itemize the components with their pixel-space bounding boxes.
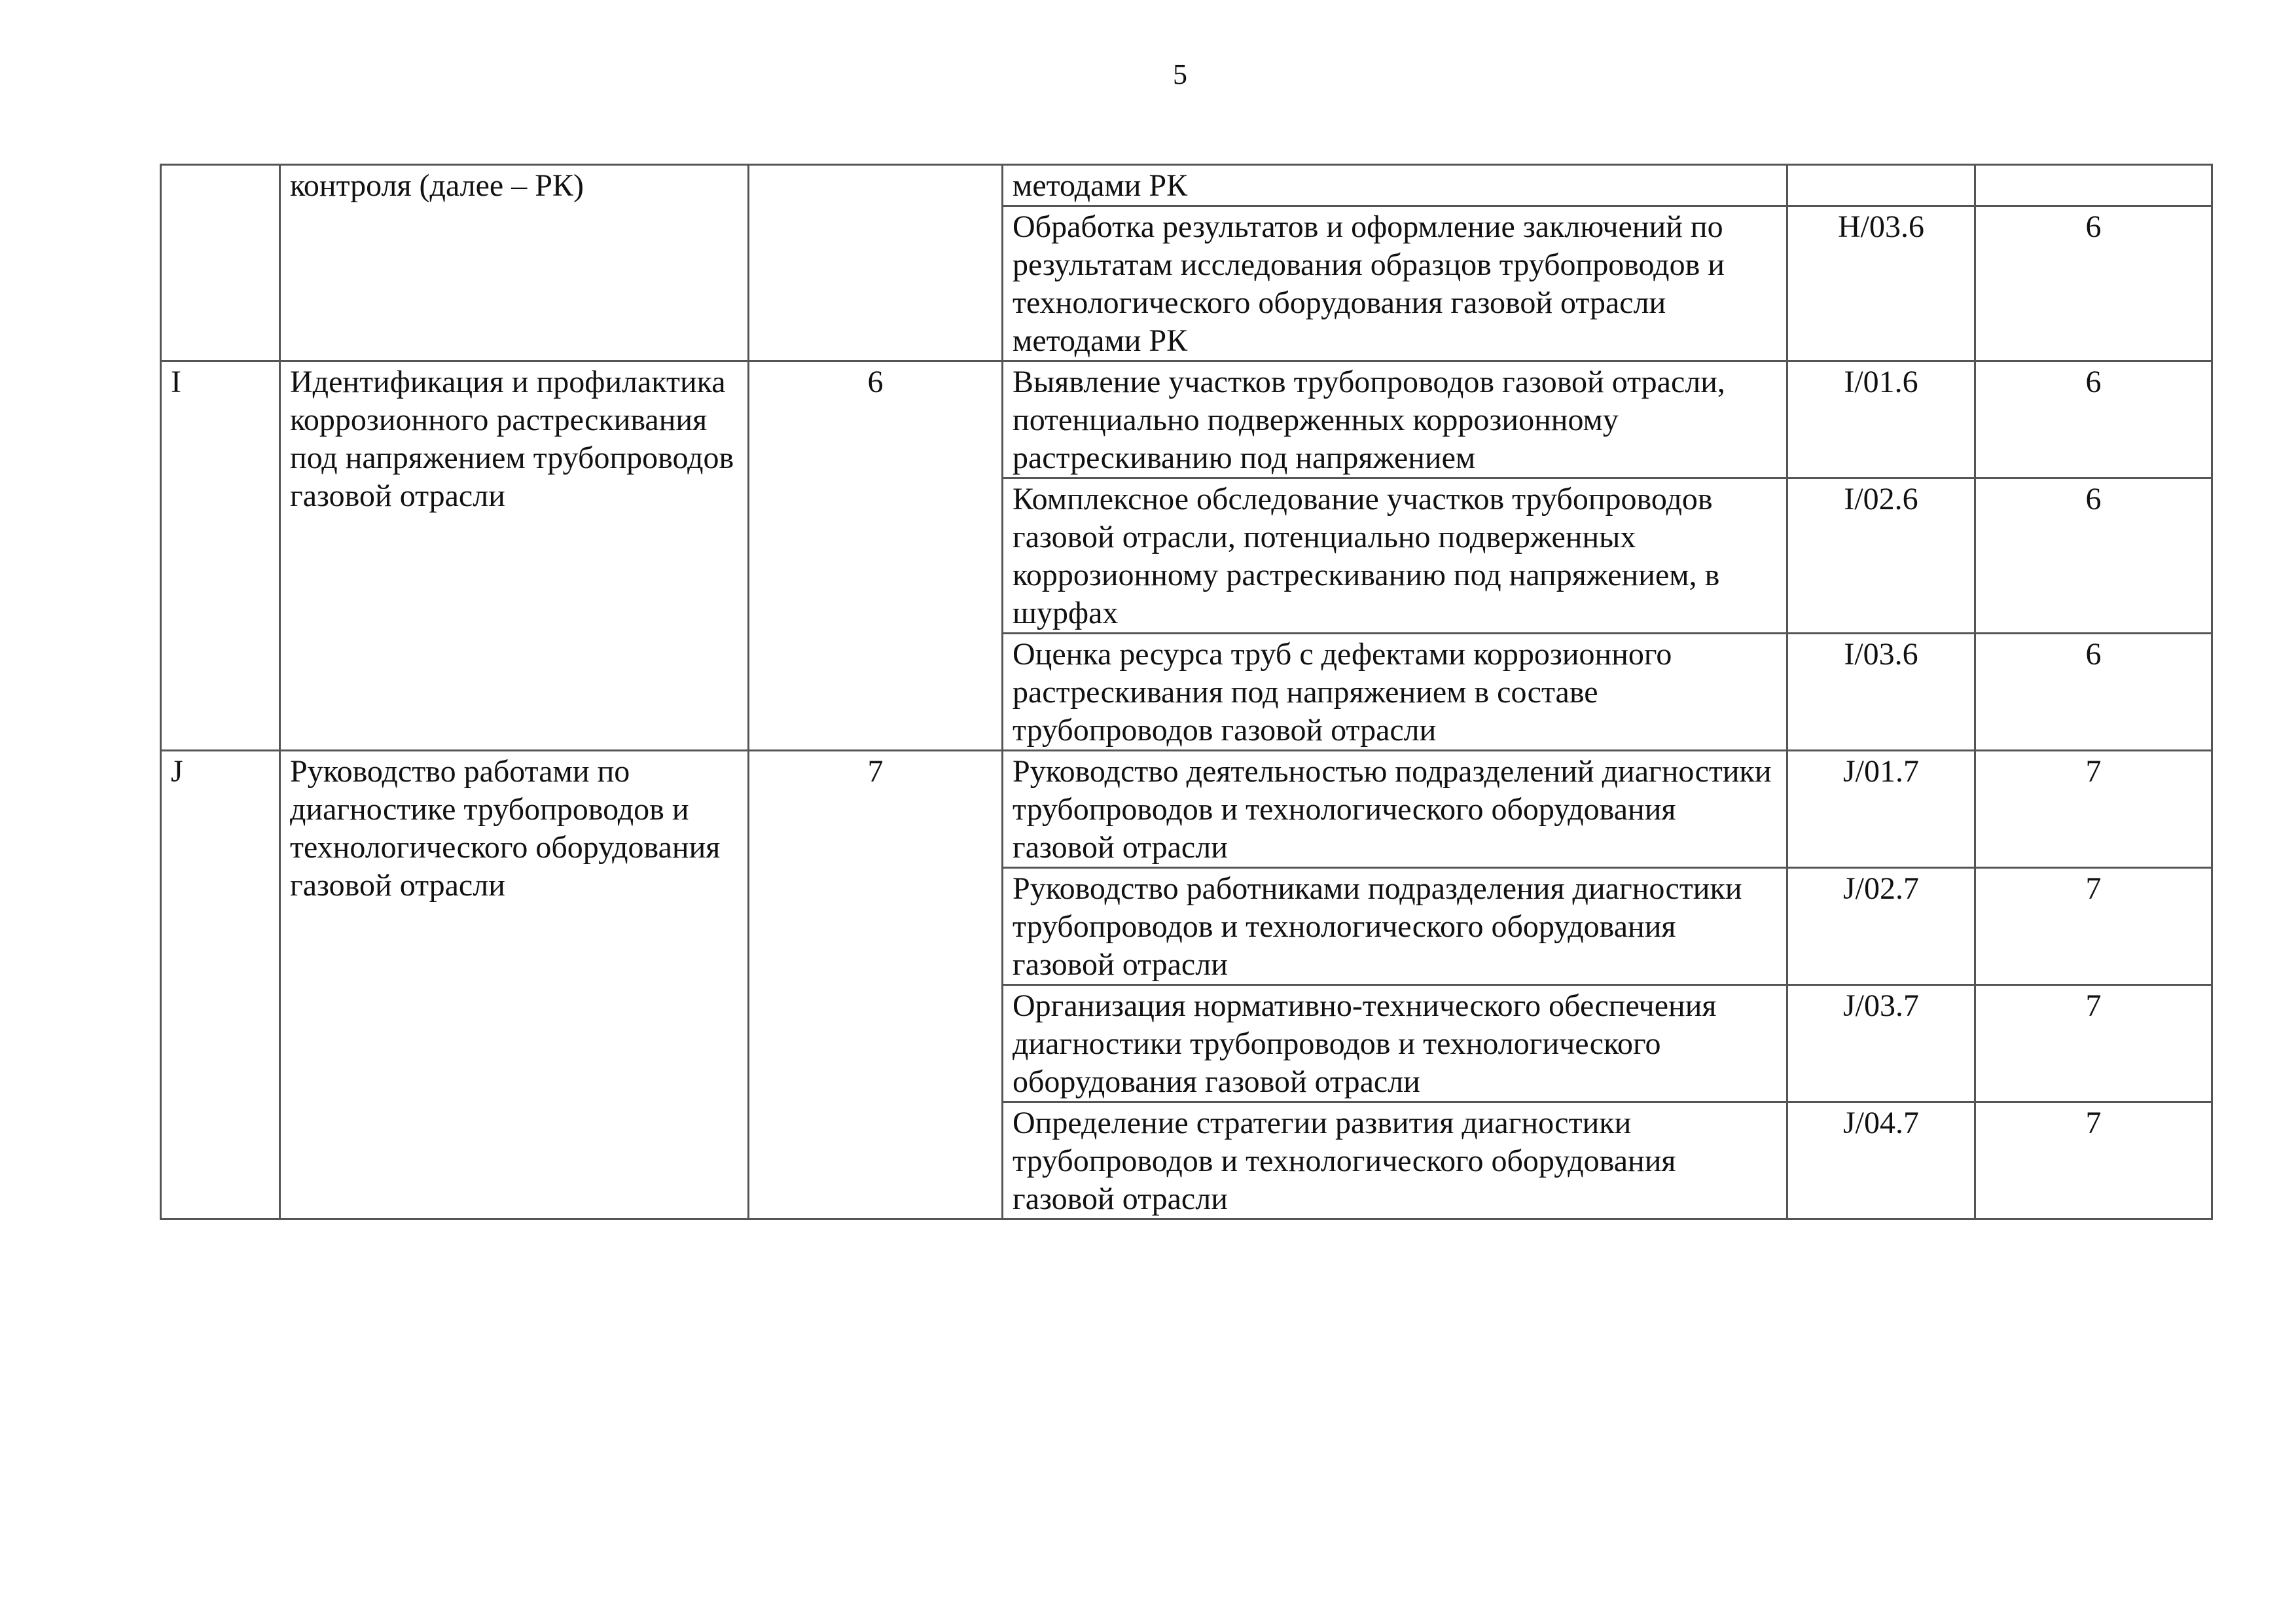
labor-function-level: 7: [1975, 868, 2212, 985]
labor-function-name: Обработка результатов и оформление заключений по результатам исследования образцов трубопроводов и технологического оборудования газовой отрасли методами РК: [1003, 206, 1787, 361]
page-number: 5: [1173, 58, 1187, 90]
functions-table: [160, 164, 2213, 1220]
labor-function-code: I/01.6: [1787, 361, 1975, 478]
generalized-function-level: [749, 165, 1003, 361]
labor-function-code: H/03.6: [1787, 206, 1975, 361]
generalized-function-level: 6: [749, 361, 1003, 751]
labor-function-level: 6: [1975, 361, 2212, 478]
labor-function-name: методами РК: [1003, 165, 1787, 206]
table-row: [161, 165, 2212, 206]
generalized-function-name: Идентификация и профилактика коррозионного растрескивания под напряжением трубопроводов газовой отрасли: [280, 361, 749, 751]
labor-function-name: Оценка ресурса труб с дефектами коррозионного растрескивания под напряжением в составе трубопроводов газовой отрасли: [1003, 634, 1787, 751]
labor-function-code: J/01.7: [1787, 751, 1975, 868]
generalized-function-name: контроля (далее – РК): [280, 165, 749, 361]
labor-function-code: J/03.7: [1787, 985, 1975, 1102]
labor-function-level: 7: [1975, 985, 2212, 1102]
labor-function-code: I/03.6: [1787, 634, 1975, 751]
labor-function-level: 7: [1975, 751, 2212, 868]
labor-function-name: Руководство работниками подразделения диагностики трубопроводов и технологического оборудования газовой отрасли: [1003, 868, 1787, 985]
labor-function-code: [1787, 165, 1975, 206]
generalized-function-level: 7: [749, 751, 1003, 1219]
generalized-function-code: [161, 165, 280, 361]
table-row: [161, 361, 2212, 478]
labor-function-name: Организация нормативно-технического обеспечения диагностики трубопроводов и технологического оборудования газовой отрасли: [1003, 985, 1787, 1102]
labor-function-name: Комплексное обследование участков трубопроводов газовой отрасли, потенциально подверженных коррозионному растрескиванию под напряжением, в шурфах: [1003, 478, 1787, 634]
table-row: [161, 751, 2212, 868]
labor-function-name: Выявление участков трубопроводов газовой отрасли, потенциально подверженных коррозионному растрескиванию под напряжением: [1003, 361, 1787, 478]
generalized-function-code: J: [161, 751, 280, 1219]
labor-function-code: J/02.7: [1787, 868, 1975, 985]
labor-function-level: 7: [1975, 1102, 2212, 1219]
labor-function-level: 6: [1975, 634, 2212, 751]
labor-function-code: I/02.6: [1787, 478, 1975, 634]
labor-function-level: [1975, 165, 2212, 206]
labor-function-level: 6: [1975, 478, 2212, 634]
generalized-function-code: I: [161, 361, 280, 751]
generalized-function-name: Руководство работами по диагностике трубопроводов и технологического оборудования газовой отрасли: [280, 751, 749, 1219]
labor-function-code: J/04.7: [1787, 1102, 1975, 1219]
labor-function-name: Определение стратегии развития диагностики трубопроводов и технологического оборудования газовой отрасли: [1003, 1102, 1787, 1219]
labor-function-name: Руководство деятельностью подразделений диагностики трубопроводов и технологического оборудования газовой отрасли: [1003, 751, 1787, 868]
labor-function-level: 6: [1975, 206, 2212, 361]
